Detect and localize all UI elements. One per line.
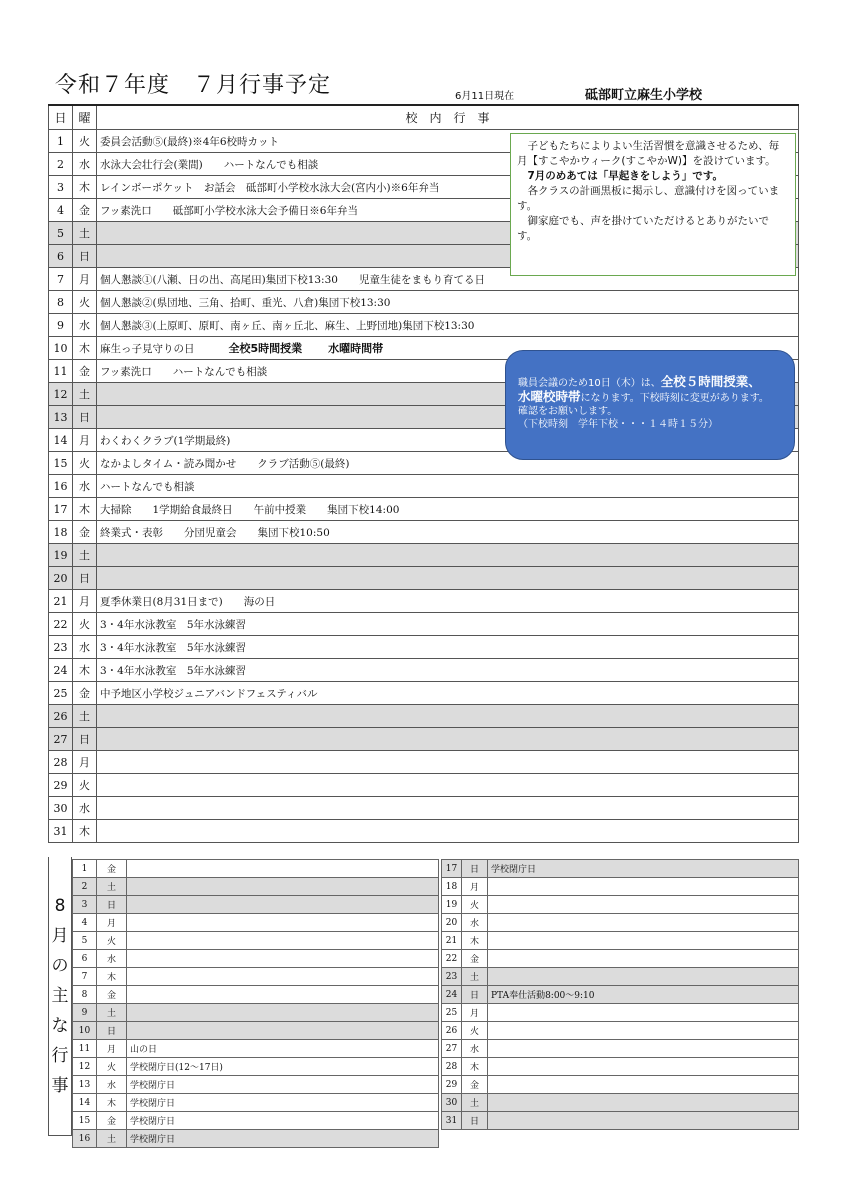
weekday-cell: 火 <box>462 896 488 914</box>
table-row <box>73 1058 439 1076</box>
event-text: 夏季休業日(8月31日まで) 海の日 <box>100 595 276 608</box>
weekday-cell: 木 <box>73 498 97 521</box>
event-cell <box>97 475 799 498</box>
weekday-cell: 水 <box>462 914 488 932</box>
day-number: 15 <box>73 1112 97 1130</box>
table-row <box>73 860 439 878</box>
event-cell <box>97 820 799 843</box>
table-row <box>49 291 799 314</box>
august-label-char: 事 <box>51 1076 69 1096</box>
school-name: 砥部町立麻生小学校 <box>585 88 703 103</box>
day-number: 15 <box>49 452 73 475</box>
header-date: 日 <box>49 105 73 130</box>
note-line: （下校時刻 学年下校・・・１４時１５分） <box>518 419 718 430</box>
table-row <box>73 878 439 896</box>
event-cell <box>127 896 439 914</box>
event-cell <box>488 1040 799 1058</box>
day-number: 21 <box>49 590 73 613</box>
weekday-cell: 火 <box>73 452 97 475</box>
day-number: 1 <box>49 130 73 153</box>
table-row <box>49 613 799 636</box>
weekday-cell: 月 <box>73 751 97 774</box>
day-number: 24 <box>49 659 73 682</box>
event-cell <box>127 968 439 986</box>
weekday-cell: 土 <box>462 968 488 986</box>
weekday-cell: 木 <box>97 1094 127 1112</box>
event-text: 3・4年水泳教室 5年水泳練習 <box>100 664 247 677</box>
day-number: 25 <box>49 682 73 705</box>
day-number: 22 <box>442 950 462 968</box>
table-row <box>73 1076 439 1094</box>
weekday-cell: 金 <box>73 521 97 544</box>
day-number: 2 <box>49 153 73 176</box>
table-row <box>49 820 799 843</box>
event-cell <box>127 986 439 1004</box>
event-cell: 学校閉庁日 <box>488 860 799 878</box>
event-cell <box>127 860 439 878</box>
day-number: 28 <box>442 1058 462 1076</box>
august-label-char: 月 <box>51 926 69 946</box>
day-number: 31 <box>442 1112 462 1130</box>
day-number: 3 <box>49 176 73 199</box>
table-row <box>49 682 799 705</box>
weekday-cell: 金 <box>97 986 127 1004</box>
day-number: 2 <box>73 878 97 896</box>
weekday-cell: 水 <box>97 950 127 968</box>
day-number: 29 <box>442 1076 462 1094</box>
weekday-cell: 木 <box>97 968 127 986</box>
weekday-cell: 月 <box>462 1004 488 1022</box>
weekday-cell: 水 <box>97 1076 127 1094</box>
table-row <box>73 968 439 986</box>
august-label-char: な <box>51 1016 69 1036</box>
event-text: 麻生っ子見守りの日 <box>100 343 195 355</box>
event-text: なかよしタイム・読み聞かせ クラブ活動⑤(最終) <box>100 457 350 470</box>
event-highlight: 水曜時間帯 <box>328 342 384 355</box>
table-row <box>73 1022 439 1040</box>
event-cell <box>488 932 799 950</box>
day-number: 7 <box>49 268 73 291</box>
event-text: フッ素洗口 砥部町小学校水泳大会予備日※6年弁当 <box>100 204 358 217</box>
weekday-cell: 土 <box>73 705 97 728</box>
event-cell <box>127 932 439 950</box>
weekday-cell: 月 <box>73 590 97 613</box>
event-text: 個人懇談①(八瀬、日の出、高尾田)集団下校13:30 児童生徒をまもり育てる日 <box>100 273 485 286</box>
weekday-cell: 金 <box>462 1076 488 1094</box>
day-number: 20 <box>49 567 73 590</box>
day-number: 22 <box>49 613 73 636</box>
table-row <box>442 1058 799 1076</box>
day-number: 1 <box>73 860 97 878</box>
event-cell: PTA奉仕活動8:00～9:10 <box>488 986 799 1004</box>
event-cell <box>127 914 439 932</box>
event-text: 水泳大会壮行会(業間) ハートなんでも相談 <box>100 158 319 171</box>
weekday-cell: 火 <box>73 130 97 153</box>
weekday-cell: 金 <box>73 199 97 222</box>
table-row <box>73 1094 439 1112</box>
event-text: 中予地区小学校ジュニアバンドフェスティバル <box>100 687 318 700</box>
event-text: 3・4年水泳教室 5年水泳練習 <box>100 641 247 654</box>
august-label-char: 主 <box>51 986 69 1006</box>
note-bold-text: 全校５時間授業、 <box>660 374 761 389</box>
event-cell: 学校閉庁日(12～17日) <box>127 1058 439 1076</box>
weekday-cell: 日 <box>97 1022 127 1040</box>
event-text: 個人懇談③(上原町、原町、南ヶ丘、南ヶ丘北、麻生、上野団地)集団下校13:30 <box>100 319 475 332</box>
table-row <box>442 1022 799 1040</box>
weekday-cell: 火 <box>73 291 97 314</box>
event-cell <box>127 1004 439 1022</box>
day-number: 30 <box>49 797 73 820</box>
day-number: 6 <box>73 950 97 968</box>
weekday-cell: 日 <box>73 728 97 751</box>
weekday-cell: 火 <box>73 613 97 636</box>
as-of-date: 6月11日現在 <box>455 91 515 102</box>
august-label-char: 8 <box>54 896 66 916</box>
table-row <box>49 590 799 613</box>
day-number: 23 <box>49 636 73 659</box>
weekday-cell: 水 <box>73 636 97 659</box>
table-row <box>442 1094 799 1112</box>
day-number: 25 <box>442 1004 462 1022</box>
table-row <box>49 314 799 337</box>
day-number: 9 <box>73 1004 97 1022</box>
day-number: 8 <box>73 986 97 1004</box>
table-header-row <box>49 105 799 130</box>
day-number: 18 <box>442 878 462 896</box>
weekday-cell: 水 <box>73 153 97 176</box>
day-number: 3 <box>73 896 97 914</box>
event-cell <box>97 521 799 544</box>
event-cell: 山の日 <box>127 1040 439 1058</box>
weekday-cell: 水 <box>73 314 97 337</box>
event-cell <box>488 1022 799 1040</box>
event-cell <box>488 1076 799 1094</box>
weekday-cell: 木 <box>73 659 97 682</box>
table-row <box>442 1040 799 1058</box>
weekday-cell: 火 <box>462 1022 488 1040</box>
weekday-cell: 土 <box>73 544 97 567</box>
event-text: 3・4年水泳教室 5年水泳練習 <box>100 618 247 631</box>
table-row <box>49 636 799 659</box>
day-number: 27 <box>49 728 73 751</box>
table-row <box>442 932 799 950</box>
day-number: 17 <box>49 498 73 521</box>
august-label-char: 行 <box>51 1046 69 1066</box>
table-row <box>442 986 799 1004</box>
event-cell <box>97 705 799 728</box>
day-number: 26 <box>49 705 73 728</box>
weekday-cell: 土 <box>97 1004 127 1022</box>
weekday-cell: 日 <box>462 986 488 1004</box>
event-cell <box>97 291 799 314</box>
weekday-cell: 土 <box>97 878 127 896</box>
day-number: 19 <box>442 896 462 914</box>
schedule-change-note <box>505 350 795 460</box>
table-row <box>73 914 439 932</box>
weekday-cell: 火 <box>73 774 97 797</box>
table-row <box>49 774 799 797</box>
note-line <box>518 375 784 390</box>
event-text: 終業式・表彰 分団児童会 集団下校10:50 <box>100 526 330 539</box>
weekday-cell: 土 <box>73 383 97 406</box>
day-number: 29 <box>49 774 73 797</box>
day-number: 30 <box>442 1094 462 1112</box>
day-number: 7 <box>73 968 97 986</box>
day-number: 23 <box>442 968 462 986</box>
day-number: 16 <box>49 475 73 498</box>
day-number: 5 <box>49 222 73 245</box>
day-number: 26 <box>442 1022 462 1040</box>
table-row <box>73 1004 439 1022</box>
event-text: レインボーポケット お話会 砥部町小学校水泳大会(宮内小)※6年弁当 <box>100 181 440 194</box>
day-number: 8 <box>49 291 73 314</box>
note-paragraph: 子どもたちによりよい生活習慣を意識させるため、毎月【すこやかウィーク(すこやかW)】を設けています。 <box>517 140 780 167</box>
table-row <box>49 498 799 521</box>
event-cell <box>488 1058 799 1076</box>
table-row <box>49 751 799 774</box>
table-row <box>442 896 799 914</box>
event-cell <box>488 878 799 896</box>
event-cell <box>97 636 799 659</box>
event-cell <box>97 544 799 567</box>
table-row <box>442 1112 799 1130</box>
table-row <box>442 1076 799 1094</box>
table-row <box>49 705 799 728</box>
event-cell <box>488 968 799 986</box>
weekday-cell: 木 <box>73 337 97 360</box>
weekday-cell: 木 <box>73 176 97 199</box>
weekday-cell: 日 <box>73 245 97 268</box>
table-row <box>73 950 439 968</box>
august-table-right <box>441 859 799 1130</box>
event-cell <box>97 590 799 613</box>
table-row <box>73 1130 439 1148</box>
header-weekday: 曜 <box>73 105 97 130</box>
day-number: 4 <box>73 914 97 932</box>
day-number: 9 <box>49 314 73 337</box>
day-number: 21 <box>442 932 462 950</box>
event-cell <box>488 896 799 914</box>
day-number: 13 <box>49 406 73 429</box>
table-row <box>49 728 799 751</box>
event-cell: 学校閉庁日 <box>127 1112 439 1130</box>
day-number: 10 <box>73 1022 97 1040</box>
day-number: 14 <box>73 1094 97 1112</box>
weekday-cell: 月 <box>97 914 127 932</box>
table-row <box>442 968 799 986</box>
table-row <box>49 521 799 544</box>
day-number: 14 <box>49 429 73 452</box>
weekday-cell: 日 <box>97 896 127 914</box>
august-label-char: の <box>51 956 69 976</box>
day-number: 12 <box>49 383 73 406</box>
day-number: 13 <box>73 1076 97 1094</box>
day-number: 10 <box>49 337 73 360</box>
august-section-label <box>48 857 72 1136</box>
table-row <box>49 475 799 498</box>
note-paragraph: 御家庭でも、声を掛けていただけるとありがたいです。 <box>517 215 769 242</box>
event-text: わくわくクラブ(1学期最終) <box>100 434 231 447</box>
table-row <box>442 1004 799 1022</box>
weekday-cell: 月 <box>73 429 97 452</box>
august-table-left <box>72 859 439 1148</box>
event-cell <box>97 613 799 636</box>
day-number: 12 <box>73 1058 97 1076</box>
event-cell <box>488 1004 799 1022</box>
day-number: 6 <box>49 245 73 268</box>
event-cell: 学校閉庁日 <box>127 1130 439 1148</box>
weekday-cell: 日 <box>462 860 488 878</box>
event-text: 委員会活動⑤(最終)※4年6校時カット <box>100 135 279 148</box>
table-row <box>442 950 799 968</box>
event-cell: 学校閉庁日 <box>127 1076 439 1094</box>
table-row <box>49 659 799 682</box>
weekday-cell: 水 <box>73 475 97 498</box>
event-cell <box>488 914 799 932</box>
day-number: 31 <box>49 820 73 843</box>
day-number: 18 <box>49 521 73 544</box>
table-row <box>49 544 799 567</box>
weekday-cell: 日 <box>73 567 97 590</box>
weekday-cell: 月 <box>97 1040 127 1058</box>
event-cell <box>127 878 439 896</box>
weekday-cell: 水 <box>462 1040 488 1058</box>
note-bold-text: 水曜校時帯 <box>518 389 581 404</box>
event-cell <box>97 498 799 521</box>
event-cell <box>127 1022 439 1040</box>
weekday-cell: 木 <box>73 820 97 843</box>
note-text: になります。下校時刻に変更があります。 <box>580 393 769 404</box>
table-row <box>73 1040 439 1058</box>
weekday-cell: 金 <box>73 360 97 383</box>
event-cell: 学校閉庁日 <box>127 1094 439 1112</box>
weekday-cell: 日 <box>462 1112 488 1130</box>
table-row <box>73 986 439 1004</box>
day-number: 16 <box>73 1130 97 1148</box>
weekday-cell: 金 <box>97 860 127 878</box>
day-number: 17 <box>442 860 462 878</box>
header-events: 校 内 行 事 <box>97 105 799 130</box>
weekday-cell: 月 <box>73 268 97 291</box>
note-text: 職員会議のため10日（木）は、 <box>518 378 661 389</box>
event-text: ハートなんでも相談 <box>100 480 195 493</box>
day-number: 20 <box>442 914 462 932</box>
table-row <box>442 860 799 878</box>
day-number: 11 <box>49 360 73 383</box>
weekday-cell: 水 <box>73 797 97 820</box>
weekday-cell: 木 <box>462 1058 488 1076</box>
event-cell <box>488 950 799 968</box>
table-row <box>442 914 799 932</box>
day-number: 27 <box>442 1040 462 1058</box>
table-row <box>73 932 439 950</box>
sukoyaka-week-note <box>510 133 796 276</box>
event-text: フッ素洗口 ハートなんでも相談 <box>100 365 268 378</box>
note-paragraph: 7月のめあては「早起きをしよう」です。 <box>517 170 723 182</box>
event-cell <box>127 950 439 968</box>
day-number: 28 <box>49 751 73 774</box>
weekday-cell: 金 <box>462 950 488 968</box>
table-row <box>49 567 799 590</box>
event-text: 大掃除 1学期給食最終日 午前中授業 集団下校14:00 <box>100 503 400 516</box>
weekday-cell: 金 <box>97 1112 127 1130</box>
table-row <box>442 878 799 896</box>
event-cell <box>488 1112 799 1130</box>
event-cell <box>97 751 799 774</box>
event-cell <box>97 774 799 797</box>
weekday-cell: 土 <box>462 1094 488 1112</box>
table-row <box>49 797 799 820</box>
event-cell <box>97 659 799 682</box>
weekday-cell: 金 <box>73 682 97 705</box>
weekday-cell: 火 <box>97 932 127 950</box>
note-line: 確認をお願いします。 <box>518 406 618 417</box>
event-highlight: 全校5時間授業 <box>228 342 303 355</box>
weekday-cell: 日 <box>73 406 97 429</box>
table-row <box>73 1112 439 1130</box>
day-number: 19 <box>49 544 73 567</box>
event-cell <box>97 797 799 820</box>
note-paragraph: 各クラスの計画黒板に掲示し、意識付けを図っています。 <box>517 185 780 212</box>
event-cell <box>97 728 799 751</box>
event-cell <box>97 682 799 705</box>
event-cell <box>488 1094 799 1112</box>
event-cell <box>97 567 799 590</box>
day-number: 24 <box>442 986 462 1004</box>
day-number: 11 <box>73 1040 97 1058</box>
table-row <box>73 896 439 914</box>
event-cell <box>97 314 799 337</box>
event-text: 個人懇談②(県団地、三角、拾町、重光、八倉)集団下校13:30 <box>100 296 391 309</box>
weekday-cell: 木 <box>462 932 488 950</box>
page-title: 令和７年度 ７月行事予定 <box>55 73 332 98</box>
weekday-cell: 土 <box>73 222 97 245</box>
day-number: 4 <box>49 199 73 222</box>
weekday-cell: 土 <box>97 1130 127 1148</box>
weekday-cell: 火 <box>97 1058 127 1076</box>
weekday-cell: 月 <box>462 878 488 896</box>
note-line <box>518 390 784 405</box>
day-number: 5 <box>73 932 97 950</box>
